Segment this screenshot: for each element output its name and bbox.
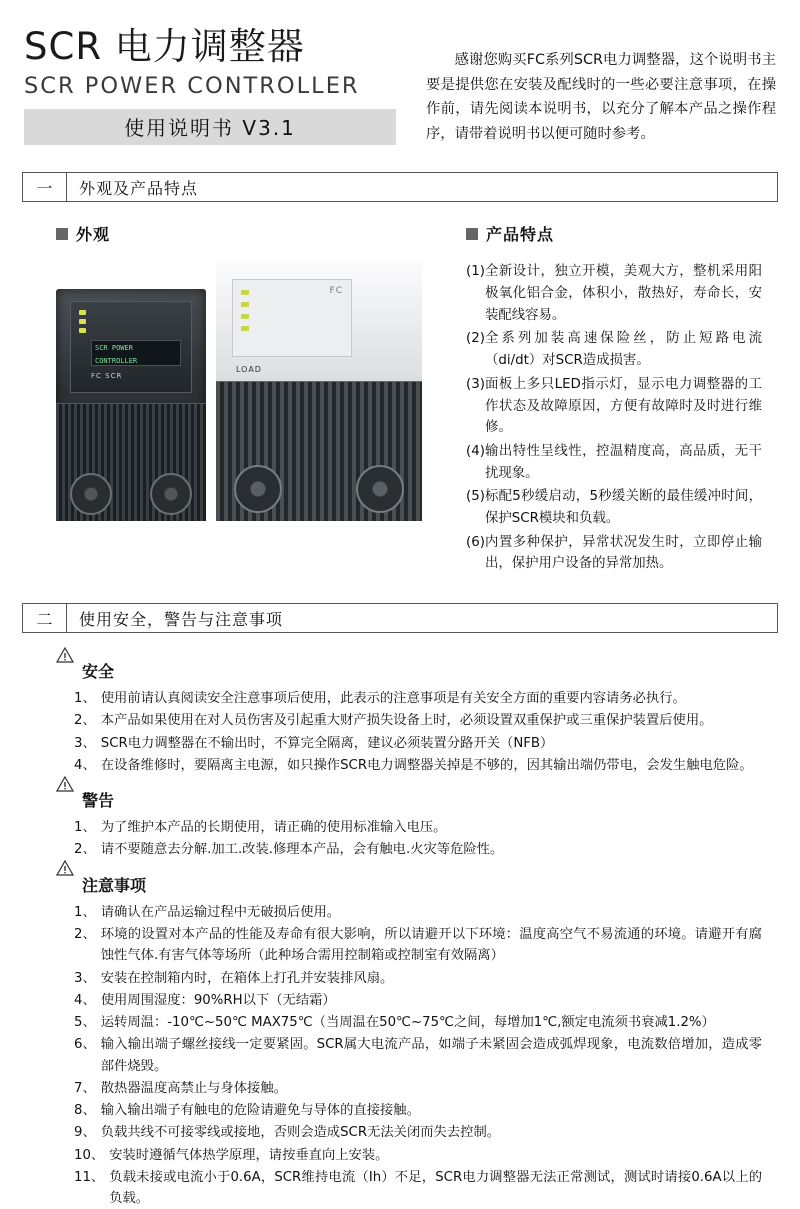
- feature-number: (5): [466, 489, 485, 505]
- item-index: 1、: [74, 691, 96, 707]
- item-text: 使用前请认真阅读安全注意事项后使用，此表示的注意事项是有关安全方面的重要内容请务必执行。: [100, 691, 686, 707]
- item-index: 7、: [74, 1080, 96, 1096]
- warning-group-heading: [56, 788, 762, 811]
- feature-text: 全新设计，独立开模，美观大方，整机采用阳极氧化铝合金，体积小，散热好，寿命长，安装配线容易。: [484, 264, 762, 323]
- appearance-subheading-label: 外观: [76, 225, 111, 245]
- section-1-body: [22, 222, 778, 577]
- list-item: [74, 710, 762, 731]
- feature-text: 内置多种保护，异常状况发生时，立即停止输出，保护用户设备的异常加热。: [484, 534, 762, 572]
- item-index: 10、: [74, 1147, 105, 1163]
- item-index: 3、: [74, 735, 96, 751]
- feature-text: 输出特性呈线性，控温精度高，高品质，无干扰现象。: [484, 443, 762, 481]
- features-subheading: [466, 222, 762, 245]
- feature-number: (3): [466, 376, 485, 392]
- item-text: SCR电力调整器在不输出时，不算完全隔离，建议必须装置分路开关（NFB）: [100, 735, 554, 751]
- safety-group-label: 安全: [82, 662, 115, 682]
- item-index: 1、: [74, 820, 96, 836]
- item-index: 3、: [74, 970, 96, 986]
- caution-items-list: [56, 902, 762, 1209]
- section-1: [22, 172, 778, 577]
- dark-unit-front-panel: [70, 301, 192, 393]
- dark-unit-display: [91, 340, 181, 366]
- led-indicator-icon: [241, 314, 249, 319]
- warning-items-list: [56, 817, 762, 861]
- header-title-block: [24, 25, 402, 146]
- section-1-number: 一: [23, 173, 67, 201]
- item-index: 4、: [74, 992, 96, 1008]
- item-index: 5、: [74, 1015, 96, 1031]
- features-subheading-label: 产品特点: [486, 225, 555, 245]
- item-index: 8、: [74, 1103, 96, 1119]
- item-text: 负载未接或电流小于0.6A，SCR维持电流（Ih）不足，SCR电力调整器无法正常测试，测试时请接0.6A以上的负载。: [109, 1169, 762, 1207]
- item-index: 2、: [74, 713, 96, 729]
- product-photos: [56, 261, 448, 521]
- led-indicator-icon: [241, 290, 249, 295]
- warning-group-label: 警告: [82, 791, 115, 811]
- manual-version-label: 使用说明书 V3.1: [124, 116, 296, 141]
- list-item: [74, 1012, 762, 1033]
- led-indicator-icon: [79, 328, 86, 333]
- cooling-fan-icon: [150, 473, 192, 515]
- item-text: 为了维护本产品的长期使用，请正确的使用标准输入电压。: [100, 820, 447, 836]
- light-unit-label-strip: [232, 279, 352, 357]
- item-text: 输入输出端子螺丝接线一定要紧固。SCR属大电流产品，如端子未紧固会造成弧焊现象，电流数倍增加，造成零部件烧毁。: [100, 1037, 762, 1074]
- bullet-square-icon: [466, 228, 478, 240]
- dark-unit-display-line-2: CONTROLLER: [95, 356, 138, 365]
- product-photo-dark-unit: [56, 289, 206, 521]
- item-text: 使用周围湿度：90%RH以下（无结霜）: [100, 992, 336, 1008]
- feature-number: (6): [466, 534, 485, 550]
- list-item: [466, 328, 762, 371]
- safety-items-list: [56, 688, 762, 776]
- appearance-column: [56, 222, 448, 577]
- list-item: [74, 688, 762, 709]
- cooling-fan-icon: [70, 473, 112, 515]
- header-intro-block: [402, 28, 776, 146]
- list-item: [74, 990, 762, 1011]
- item-index: 2、: [74, 842, 96, 858]
- page-title: SCR 电力调整器: [24, 25, 305, 68]
- dark-unit-brand-label: FC SCR: [91, 372, 123, 381]
- intro-paragraph: 感谢您购买FC系列SCR电力调整器，这个说明书主要是提供您在安装及配线时的一些必要注意事项，在操作前，请先阅读本说明书，以充分了解本产品之操作程序，请带着说明书以便可随时参考。: [426, 52, 776, 142]
- list-item: [74, 968, 762, 989]
- led-indicator-icon: [79, 310, 86, 315]
- appearance-subheading: [56, 222, 448, 245]
- item-text: 请不要随意去分解.加工.改装.修理本产品，会有触电.火灾等危险性。: [100, 842, 504, 858]
- light-unit-brand-label: FC: [329, 286, 343, 297]
- feature-number: (4): [466, 443, 485, 459]
- list-item: [466, 374, 762, 439]
- feature-text: 面板上多只LED指示灯，显示电力调整器的工作状态及故障原因，方便有故障时及时进行维修。: [484, 376, 762, 436]
- item-text: 安装时遵循气体热学原理，请按垂直向上安装。: [109, 1147, 389, 1163]
- features-column: [448, 222, 762, 577]
- list-item: [74, 839, 762, 860]
- list-item: [74, 1145, 762, 1166]
- item-text: 在设备维修时，要隔离主电源，如只操作SCR电力调整器关掉是不够的，因其输出端仍带电，会发生触电危险。: [100, 757, 753, 773]
- list-item: [74, 1034, 762, 1077]
- warning-triangle-icon: [56, 876, 74, 892]
- warning-triangle-icon: [56, 792, 74, 808]
- list-item: [74, 1100, 762, 1121]
- list-item: [74, 924, 762, 967]
- page-subtitle-english: SCR POWER CONTROLLER: [24, 72, 360, 99]
- page-header: [0, 0, 800, 146]
- section-2-number: 二: [23, 604, 67, 632]
- item-index: 9、: [74, 1125, 96, 1141]
- item-index: 11、: [74, 1169, 105, 1185]
- list-item: [74, 1078, 762, 1099]
- feature-text: 全系列加装高速保险丝，防止短路电流（di/dt）对SCR造成损害。: [484, 331, 762, 369]
- section-2-title: 使用安全，警告与注意事项: [79, 609, 284, 629]
- feature-number: (2): [466, 331, 485, 347]
- item-text: 负载共线不可接零线或接地，否则会造成SCR无法关闭而失去控制。: [100, 1125, 501, 1141]
- item-index: 1、: [74, 904, 96, 920]
- safety-group-heading: [56, 659, 762, 682]
- features-list: [466, 261, 762, 575]
- list-item: [74, 1122, 762, 1143]
- bullet-square-icon: [56, 228, 68, 240]
- list-item: [466, 441, 762, 484]
- section-1-header: [22, 172, 778, 202]
- section-2-body: [22, 633, 778, 1209]
- list-item: [74, 817, 762, 838]
- list-item: [74, 1167, 762, 1209]
- list-item: [74, 733, 762, 754]
- dark-unit-display-line-1: SCR POWER: [95, 344, 133, 353]
- list-item: [74, 902, 762, 923]
- item-text: 输入输出端子有触电的危险请避免与导体的直接接触。: [100, 1103, 420, 1119]
- list-item: [466, 261, 762, 326]
- item-index: 6、: [74, 1037, 96, 1053]
- section-2-header: [22, 603, 778, 633]
- feature-text: 标配5秒缓启动，5秒缓关断的最佳缓冲时间，保护SCR模块和负载。: [484, 489, 762, 527]
- section-1-title: 外观及产品特点: [79, 178, 199, 198]
- item-text: 运转周温：-10℃~50℃ MAX75℃（当周温在50℃~75℃之间，每增加1℃,额定电流须书衰减1.2%）: [100, 1015, 715, 1031]
- light-unit-front-panel: [216, 261, 422, 381]
- product-photo-light-unit: [216, 261, 422, 521]
- led-indicator-icon: [241, 326, 249, 331]
- item-text: 环境的设置对本产品的性能及寿命有很大影响，所以请避开以下环境：温度高空气不易流通的环境。请避开有腐蚀性气体.有害气体等场所（此种场合需用控制箱或控制室有效隔离）: [100, 927, 762, 964]
- feature-number: (1): [466, 264, 485, 280]
- cooling-fan-icon: [234, 465, 282, 513]
- caution-group-label: 注意事项: [82, 875, 147, 895]
- item-text: 本产品如果使用在对人员伤害及引起重大财产损失设备上时，必须设置双重保护或三重保护装置后使用。: [100, 713, 713, 729]
- item-text: 散热器温度高禁止与身体接触。: [100, 1080, 287, 1096]
- manual-version-bar: [24, 109, 396, 145]
- cooling-fan-icon: [356, 465, 404, 513]
- item-index: 2、: [74, 927, 96, 943]
- led-indicator-icon: [79, 319, 86, 324]
- list-item: [466, 532, 762, 575]
- led-indicator-icon: [241, 302, 249, 307]
- item-text: 请确认在产品运输过程中无破损后使用。: [100, 904, 341, 920]
- list-item: [466, 486, 762, 529]
- caution-group-heading: [56, 873, 762, 896]
- item-text: 安装在控制箱内时，在箱体上打孔并安装排风扇。: [100, 970, 394, 986]
- section-2: [22, 603, 778, 1209]
- warning-triangle-icon: [56, 663, 74, 679]
- item-index: 4、: [74, 757, 96, 773]
- list-item: [74, 755, 762, 776]
- light-unit-load-label: LOAD: [236, 365, 262, 375]
